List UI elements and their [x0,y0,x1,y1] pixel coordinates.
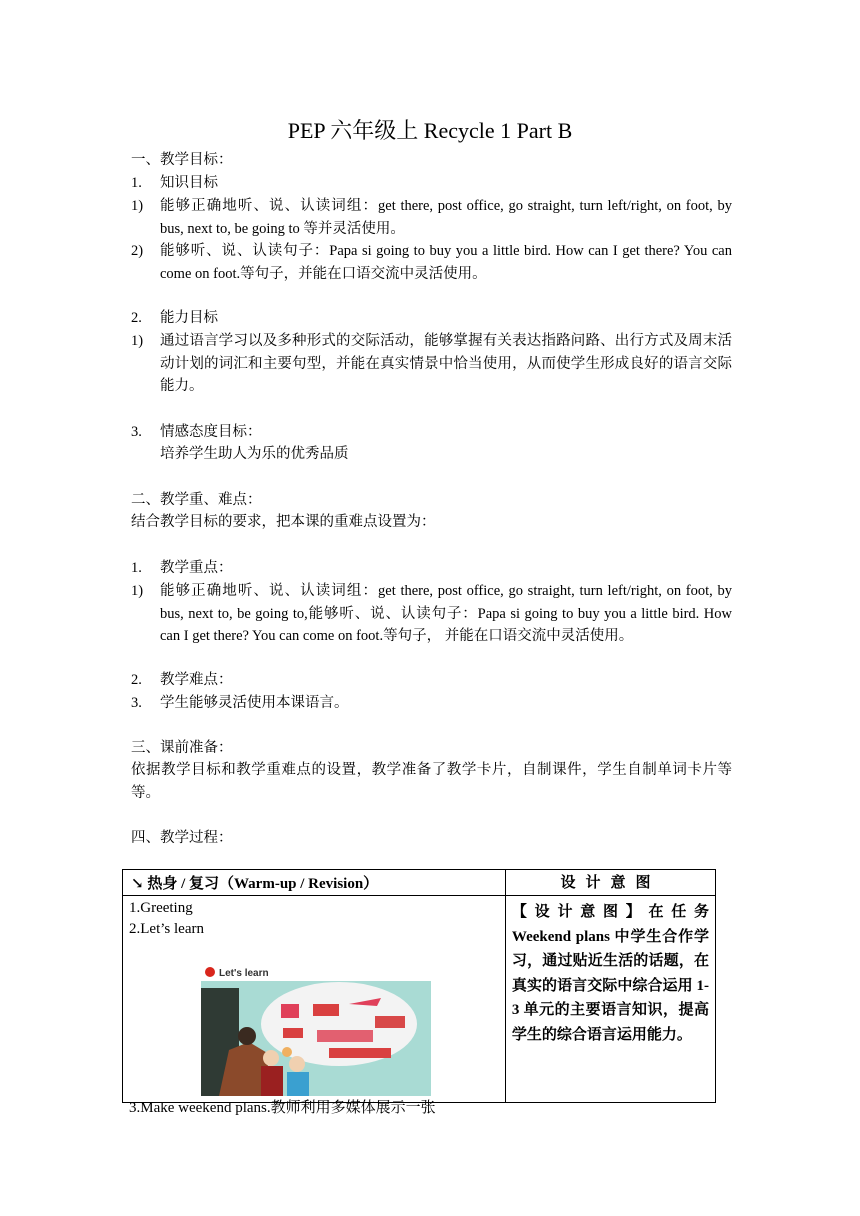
section-heading: 三、课前准备： [131,740,233,756]
activity-line: 1.Greeting [129,900,193,916]
item-text: 培养学生助人为乐的优秀品质 [160,446,349,462]
item-heading: 教学难点： [160,672,233,688]
item-heading: 知识目标 [160,175,218,191]
table-cell-design-intent: 【设计意图】在任务 Weekend plans 中学生合作学习，通过贴近生活的话题，在真实的语言交际中综合运用 1-3 单元的主要语言知识，提高学生的综合语言运用能力。 [505,896,715,1103]
item-heading: 情感态度目标： [160,424,262,440]
item-number: 1) [131,583,144,599]
item-number: 1. [131,560,142,576]
item-text: 能够正确地听、说、认读词组：get there, post office, go straight, turn left/right, on foot, by bus, next to, be going to,能够听、说、认读句子：Papa si going to buy you a little bird. How can I get there? You can come on foot.等句子， 并能在口语交流中灵活使用。 [160,583,732,644]
item-heading: 教学重点： [160,560,233,576]
table-cell-activities [123,896,506,1116]
item-number: 2) [131,243,144,259]
item-heading: 能力目标 [160,310,218,326]
lets-learn-illustration [199,964,439,1097]
item-number: 1) [131,333,144,349]
item-text: 能够正确地听、说、认读词组：get there, post office, go straight, turn left/right, on foot, by bus, next to, be going to 等并灵活使用。 [160,198,732,237]
activity-line: 2.Let’s learn [129,921,204,937]
page-title: PEP 六年级上 Recycle 1 Part B [287,118,573,143]
item-text: 通过语言学习以及多种形式的交际活动，能够掌握有关表达指路问路、出行方式及周末活动计划的词汇和主要句型，并能在真实情景中恰当使用，从而使学生形成良好的语言交际能力。 [160,333,732,394]
item-number: 1) [131,198,144,214]
section-text: 依据教学目标和教学重难点的设置，教学准备了教学卡片，自制课件，学生自制单词卡片等等。 [131,762,732,801]
section-heading: 一、教学目标： [131,152,233,168]
item-number: 3. [131,424,142,440]
section-heading: 四、教学过程： [131,830,233,846]
item-number: 1. [131,175,142,191]
item-text: 学生能够灵活使用本课语言。 [160,695,349,711]
item-number: 3. [131,695,142,711]
process-table [122,869,716,1116]
lets-learn-label: Let's learn [219,968,269,979]
arrow-icon: ↘ [131,876,144,892]
activity-line: 3.Make weekend plans.教师利用多媒体展示一张 [129,1100,436,1116]
table-header-left: ↘ 热身 / 复习（Warm-up / Revision） [123,870,506,896]
item-number: 2. [131,672,142,688]
section-heading: 二、教学重、难点： [131,492,262,508]
table-header-right: 设计意图 [505,870,715,896]
section-intro: 结合教学目标的要求，把本课的重难点设置为： [131,514,436,530]
item-number: 2. [131,310,142,326]
item-text: 能够听、说、认读句子：Papa si going to buy you a little bird. How can I get there? You can come on foot.等句子，并能在口语交流中灵活使用。 [160,243,732,282]
